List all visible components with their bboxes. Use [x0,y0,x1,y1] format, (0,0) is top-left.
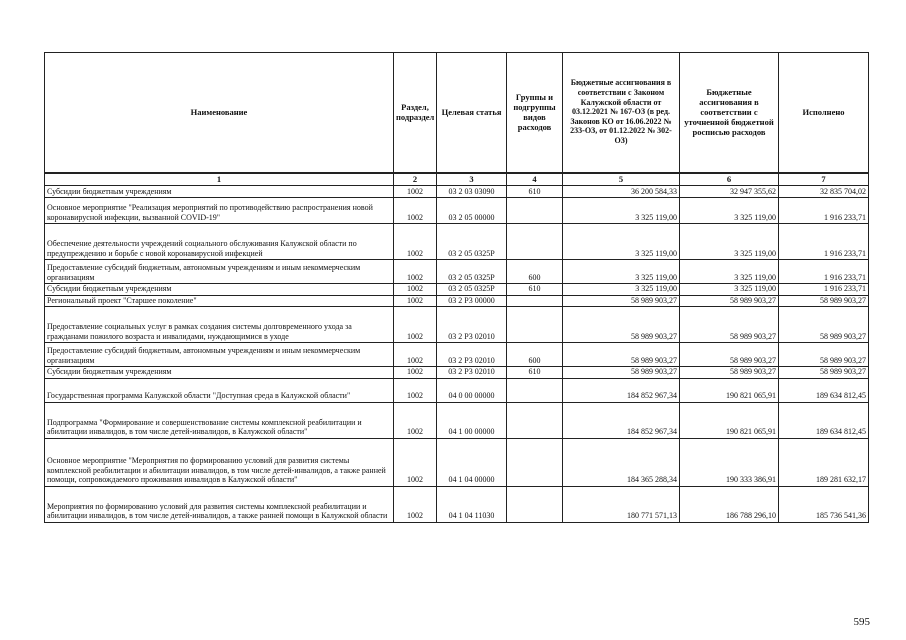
column-number: 2 [394,173,437,186]
header-target: Целевая статья [437,53,507,174]
row-executed: 58 989 903,27 [779,307,869,343]
header-budget-refined: Бюджетные ассигнования в соответствии с уточненной бюджетной росписью расходов [680,53,779,174]
row-budget-law: 58 989 903,27 [563,367,680,379]
row-section: 1002 [394,486,437,522]
row-budget-refined: 58 989 903,27 [680,343,779,367]
row-section: 1002 [394,186,437,198]
row-group [507,307,563,343]
table-row [45,198,869,224]
row-section: 1002 [394,367,437,379]
row-section: 1002 [394,198,437,224]
row-group [507,378,563,402]
header-budget-law: Бюджетные ассигнования в соответствии с Законом Калужской области от 03.12.2021 № 167-ОЗ (в ред. Законов КО от 16.06.2022 № 233-ОЗ, от 01.12.2022 № 302-ОЗ) [563,53,680,174]
row-executed: 32 835 704,02 [779,186,869,198]
row-budget-refined: 58 989 903,27 [680,367,779,379]
row-executed: 189 281 632,17 [779,438,869,486]
row-target: 04 1 04 00000 [437,438,507,486]
row-executed: 58 989 903,27 [779,367,869,379]
row-budget-refined: 3 325 119,00 [680,260,779,284]
row-budget-refined: 32 947 355,62 [680,186,779,198]
row-target: 03 2 03 03090 [437,186,507,198]
row-budget-law: 3 325 119,00 [563,260,680,284]
table-row [45,307,869,343]
row-name: Подпрограмма "Формирование и совершенствование системы комплексной реабилитации и абилитации инвалидов, в том числе детей-инвалидов, в Калужской области" [45,402,394,438]
row-section: 1002 [394,343,437,367]
row-name: Субсидии бюджетным учреждениям [45,284,394,296]
row-budget-refined: 190 333 386,91 [680,438,779,486]
row-budget-refined: 58 989 903,27 [680,307,779,343]
table-row [45,367,869,379]
row-group [507,224,563,260]
column-number: 7 [779,173,869,186]
row-budget-law: 58 989 903,27 [563,307,680,343]
row-section: 1002 [394,224,437,260]
table-row [45,284,869,296]
row-group: 610 [507,186,563,198]
row-name: Основное мероприятие "Реализация мероприятий по противодействию распространения новой коронавирусной инфекции, вызванной COVID-19" [45,198,394,224]
row-name: Региональный проект "Старшее поколение" [45,295,394,307]
row-budget-law: 58 989 903,27 [563,295,680,307]
column-number: 1 [45,173,394,186]
row-target: 04 1 04 11030 [437,486,507,522]
column-number: 6 [680,173,779,186]
table-row [45,295,869,307]
row-target: 03 2 Р3 00000 [437,295,507,307]
row-budget-law: 58 989 903,27 [563,343,680,367]
row-target: 03 2 05 00000 [437,198,507,224]
row-target: 03 2 Р3 02010 [437,367,507,379]
row-name: Обеспечение деятельности учреждений социального обслуживания Калужской области по предупреждению и борьбе с новой коронавирусной инфекцией [45,224,394,260]
row-budget-refined: 190 821 065,91 [680,402,779,438]
row-budget-law: 184 365 288,34 [563,438,680,486]
row-budget-refined: 58 989 903,27 [680,295,779,307]
row-executed: 189 634 812,45 [779,402,869,438]
row-budget-refined: 186 788 296,10 [680,486,779,522]
row-name: Субсидии бюджетным учреждениям [45,367,394,379]
row-name: Предоставление социальных услуг в рамках создания системы долговременного ухода за гражданами пожилого возраста и инвалидами, нуждающимися в уходе [45,307,394,343]
row-budget-refined: 3 325 119,00 [680,224,779,260]
row-group: 600 [507,260,563,284]
row-budget-refined: 3 325 119,00 [680,198,779,224]
row-executed: 185 736 541,36 [779,486,869,522]
column-number-row [45,173,869,186]
table-row [45,186,869,198]
page-number: 595 [853,616,870,628]
row-name: Мероприятия по формированию условий для развития системы комплексной реабилитации и абилитации инвалидов, в том числе детей-инвалидов, а также ранней помощи в Калужской области [45,486,394,522]
row-budget-law: 36 200 584,33 [563,186,680,198]
row-budget-law: 3 325 119,00 [563,284,680,296]
row-section: 1002 [394,378,437,402]
row-group [507,438,563,486]
header-section: Раздел, подраздел [394,53,437,174]
row-executed: 1 916 233,71 [779,198,869,224]
row-name: Предоставление субсидий бюджетным, автономным учреждениям и иным некоммерческим организациям [45,260,394,284]
column-number: 4 [507,173,563,186]
row-target: 03 2 Р3 02010 [437,343,507,367]
header-groups: Группы и подгруппы видов расходов [507,53,563,174]
row-group [507,402,563,438]
row-budget-law: 184 852 967,34 [563,378,680,402]
row-budget-refined: 3 325 119,00 [680,284,779,296]
column-number: 3 [437,173,507,186]
table-row [45,402,869,438]
row-name: Государственная программа Калужской области "Доступная среда в Калужской области" [45,378,394,402]
header-row [45,53,869,174]
row-name: Субсидии бюджетным учреждениям [45,186,394,198]
table-row [45,343,869,367]
row-budget-law: 184 852 967,34 [563,402,680,438]
row-executed: 189 634 812,45 [779,378,869,402]
row-target: 04 0 00 00000 [437,378,507,402]
row-group: 600 [507,343,563,367]
budget-table-wrapper [44,52,868,523]
row-budget-refined: 190 821 065,91 [680,378,779,402]
row-section: 1002 [394,295,437,307]
table-row [45,486,869,522]
row-group [507,295,563,307]
row-name: Предоставление субсидий бюджетным, автономным учреждениям и иным некоммерческим организациям [45,343,394,367]
row-target: 03 2 05 0325Р [437,260,507,284]
row-executed: 58 989 903,27 [779,343,869,367]
row-section: 1002 [394,307,437,343]
row-target: 03 2 05 0325Р [437,284,507,296]
budget-table [44,52,869,523]
row-executed: 1 916 233,71 [779,224,869,260]
table-row [45,438,869,486]
header-executed: Исполнено [779,53,869,174]
row-group: 610 [507,367,563,379]
row-target: 03 2 Р3 02010 [437,307,507,343]
row-section: 1002 [394,402,437,438]
row-section: 1002 [394,438,437,486]
row-section: 1002 [394,260,437,284]
table-row [45,260,869,284]
table-row [45,378,869,402]
row-section: 1002 [394,284,437,296]
row-group: 610 [507,284,563,296]
row-budget-law: 180 771 571,13 [563,486,680,522]
row-executed: 1 916 233,71 [779,260,869,284]
header-name: Наименование [45,53,394,174]
row-target: 04 1 00 00000 [437,402,507,438]
row-group [507,198,563,224]
row-executed: 1 916 233,71 [779,284,869,296]
table-row [45,224,869,260]
row-group [507,486,563,522]
row-target: 03 2 05 0325Р [437,224,507,260]
row-executed: 58 989 903,27 [779,295,869,307]
row-name: Основное мероприятие "Мероприятия по формированию условий для развития системы комплексной реабилитации и абилитации инвалидов, в том числе детей-инвалидов, а также ранней помощи, сопровождаемого проживания инвалидов в Калужской области" [45,438,394,486]
column-number: 5 [563,173,680,186]
row-budget-law: 3 325 119,00 [563,224,680,260]
row-budget-law: 3 325 119,00 [563,198,680,224]
